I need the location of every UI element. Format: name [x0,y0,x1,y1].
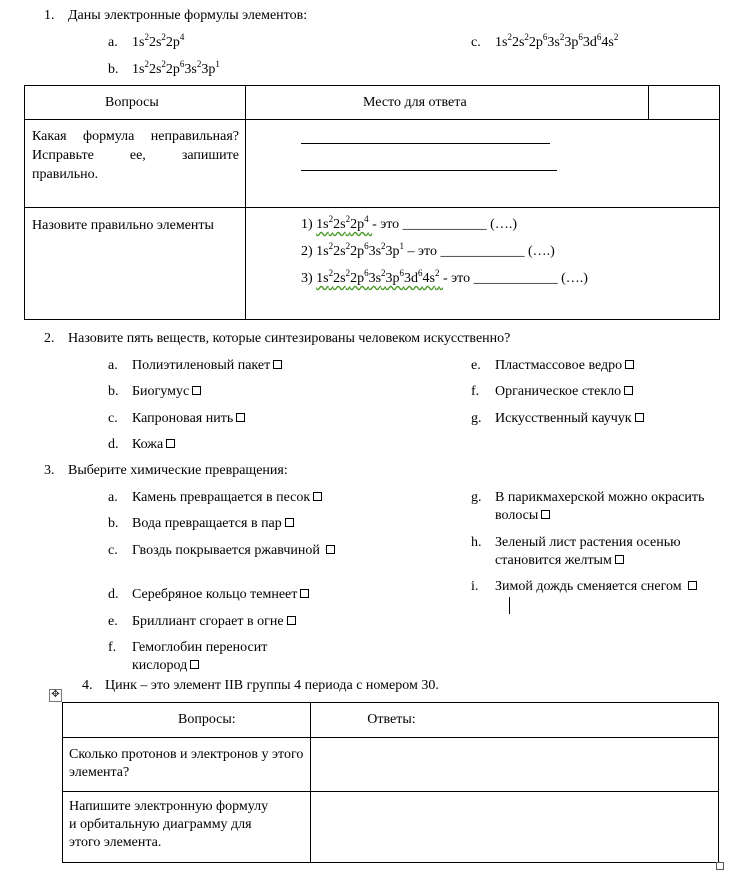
q3-item-e [132,613,296,630]
q2-item-c-text: Капроновая нить [132,411,234,426]
q2-item-a [132,357,282,374]
q1-table-header-extra [649,86,720,120]
q3-item-h-letter: h. [471,535,482,550]
q4-table-row1-answer[interactable] [311,738,719,792]
answer-row-1: 1) $1s^22s^22p^4$ - это ____________ (….) [301,214,518,232]
q2-item-c [132,410,245,427]
q3-item-b [132,515,294,532]
q4-row1-question-text: Сколько протонов и электронов у этого элемента? [69,747,304,780]
q3-item-c [132,542,362,560]
q2-item-f [495,383,633,400]
q4-row2-question-text: Напишите электронную формулу и орбитальную диаграмму для этого элемента. [69,799,269,850]
q1-item-a-letter: a. [108,35,118,50]
checkbox[interactable] [313,492,322,501]
q2-item-b [132,383,201,400]
q2-item-f-letter: f. [471,384,480,399]
q2-item-e [495,357,634,374]
q1-table-row1-question [25,120,246,208]
q2-number: 2. [44,331,55,346]
checkbox[interactable] [300,589,309,598]
checkbox[interactable] [635,413,644,422]
q2-item-f-text: Органическое стекло [495,384,622,399]
q4-table-header-questions [63,703,311,738]
q3-item-i-text: Зимой дождь сменяется снегом [495,579,682,594]
q1-item-c-letter: c. [471,35,481,50]
q2-item-g [495,410,644,427]
checkbox[interactable] [326,545,335,554]
q4-table-row2-answer[interactable] [311,792,719,863]
q1-table-row1-answer[interactable] [246,120,720,208]
q4-table-header-answers [311,703,719,738]
checkbox[interactable] [625,360,634,369]
checkbox[interactable] [541,510,550,519]
checkbox[interactable] [192,386,201,395]
q1-number: 1. [44,8,55,23]
checkbox[interactable] [236,413,245,422]
q3-item-a [132,489,322,506]
q1-table-row2-question [25,208,246,320]
checkbox[interactable] [688,581,697,590]
q3-item-g [495,489,717,525]
q1-header-answers-text: Место для ответа [363,95,467,110]
table-resize-handle[interactable] [716,862,724,870]
q1-item-c-formula: $1s^22s^22p^63s^23p^63d^64s^2$ [495,32,619,50]
q2-item-d [132,436,175,453]
checkbox[interactable] [190,660,199,669]
q3-item-c-text: Гвоздь покрывается ржавчиной [132,543,320,558]
q1-row2-question-text: Назовите правильно элементы [32,218,214,233]
q3-item-i [495,578,717,596]
q2-item-c-letter: c. [108,411,118,426]
q1-title: Даны электронные формулы элементов: [68,8,308,23]
q2-item-g-letter: g. [471,411,482,426]
q1-item-b-letter: b. [108,62,119,77]
q2-item-e-text: Пластмассовое ведро [495,358,623,373]
q2-item-d-text: Кожа [132,437,164,452]
answer-line-1[interactable] [301,143,550,144]
q4-table [62,702,719,863]
q3-item-f-text: Гемоглобин переносит кислород [132,640,268,673]
q1-table [24,85,720,320]
checkbox[interactable] [285,518,294,527]
q1-header-questions-text: Вопросы [105,95,159,110]
q4-table-row1-question [63,738,311,792]
q3-item-e-letter: e. [108,614,118,629]
q4-title: Цинк – это элемент IIB группы 4 периода с номером 30. [105,678,439,693]
q2-item-d-letter: d. [108,437,119,452]
q3-item-a-text: Камень превращается в песок [132,490,311,505]
answer-line-2[interactable] [301,170,557,171]
q2-item-e-letter: e. [471,358,481,373]
q3-item-e-text: Бриллиант сгорает в огне [132,614,284,629]
q2-item-b-text: Биогумус [132,384,190,399]
answer-row-2: 2) $1s^22s^22p^63s^23p^1$ – это ____________ (….) [301,241,555,259]
q1-item-b-formula: $1s^22s^22p^63s^23p^1$ [132,59,220,77]
q1-item-a-formula: $1s^22s^22p^4$ [132,32,185,50]
checkbox[interactable] [624,386,633,395]
q3-item-c-letter: c. [108,543,118,558]
q3-item-g-text: В парикмахерской можно окрасить волосы [495,490,705,523]
q3-item-i-letter: i. [471,579,479,594]
q4-header-answers-text: Ответы: [367,712,416,727]
q3-item-a-letter: a. [108,490,118,505]
q1-row1-question-text: Какая формула неправильная? Исправьте ее, запишите правильно. [32,129,239,182]
q3-item-g-letter: g. [471,490,482,505]
answer-row-3: 3) $1s^22s^22p^63s^23p^63d^64s^2$ - это ____________ (….) [301,268,588,286]
move-cross-icon[interactable]: ✥ [49,689,62,702]
q1-table-header-questions [25,86,246,120]
q4-table-row2-question [63,792,311,863]
q1-table-header-answers [246,86,649,120]
q2-item-a-text: Полиэтиленовый пакет [132,358,271,373]
checkbox[interactable] [615,555,624,564]
q3-item-b-text: Вода превращается в пар [132,516,282,531]
checkbox[interactable] [273,360,282,369]
q3-item-d [132,586,309,603]
q3-item-h-text: Зеленый лист растения осенью становится желтым [495,535,681,568]
q3-item-f-letter: f. [108,640,117,655]
q3-item-d-text: Серебряное кольцо темнеет [132,587,298,602]
q2-item-a-letter: a. [108,358,118,373]
q3-number: 3. [44,463,55,478]
checkbox[interactable] [166,439,175,448]
q4-header-questions-text: Вопросы: [178,712,236,727]
q2-title: Назовите пять веществ, которые синтезированы человеком искусственно? [68,331,511,346]
q2-item-b-letter: b. [108,384,119,399]
q3-item-d-letter: d. [108,587,119,602]
q4-number: 4. [82,678,93,693]
q3-item-f [132,639,302,675]
q3-item-h [495,534,720,570]
q3-title: Выберите химические превращения: [68,463,288,478]
text-cursor [509,597,510,614]
checkbox[interactable] [287,616,296,625]
q1-table-row2-answer[interactable] [246,208,720,320]
q2-item-g-text: Искусственный каучук [495,411,632,426]
q3-item-b-letter: b. [108,516,119,531]
